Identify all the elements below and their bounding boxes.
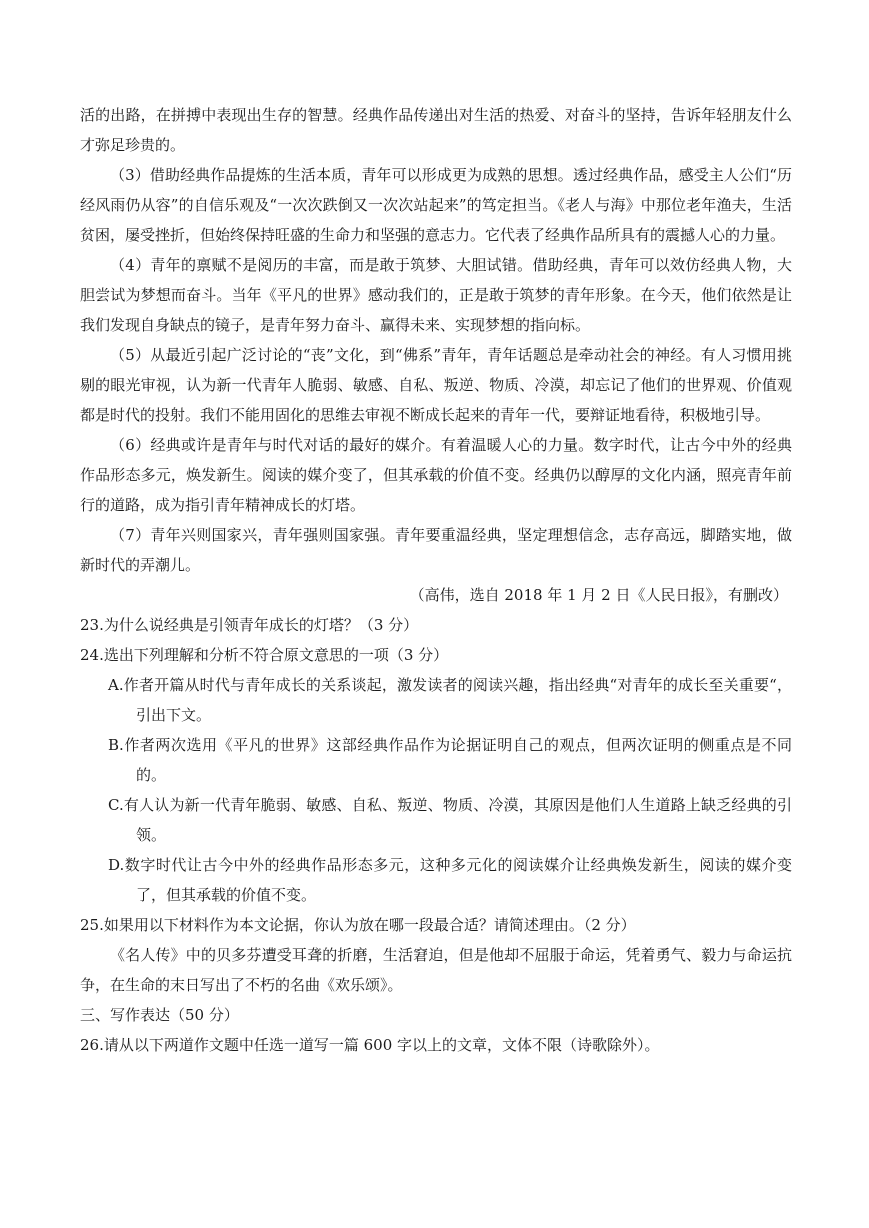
question-24-option-d: D.数字时代让古今中外的经典作品形态多元，这种多元化的阅读媒介让经典焕发新生，阅读的媒介变了，但其承载的价值不变。 [108, 856, 792, 904]
question-24-option-c: C.有人认为新一代青年脆弱、敏感、自私、叛逆、物质、冷漠，其原因是他们人生道路上缺乏经典的引领。 [108, 796, 792, 844]
paragraph-continued: 活的出路，在拼搏中表现出生存的智慧。经典作品传递出对生活的热爱、对奋斗的坚持，告诉年轻朋友什么才弥足珍贵的。 [80, 106, 792, 154]
paragraph-3: （3）借助经典作品提炼的生活本质，青年可以形成更为成熟的思想。透过经典作品，感受主人公们“历经风雨仍从容”的自信乐观及“一次次跌倒又一次次站起来”的笃定担当。《老人与海》中那位老年渔夫，生活贫困，屡受挫折，但始终保持旺盛的生命力和坚强的意志力。它代表了经典作品所具有的震撼人心的力量。 [80, 166, 792, 244]
question-25-material: 《名人传》中的贝多芬遭受耳聋的折磨，生活窘迫，但是他却不屈服于命运，凭着勇气、毅力与命运抗争，在生命的末日写出了不朽的名曲《欢乐颂》。 [80, 946, 792, 994]
question-25: 25.如果用以下材料作为本文论据，你认为放在哪一段最合适？请简述理由。（2 分） [80, 916, 636, 934]
article-source: （高伟，选自 2018 年 1 月 2 日《人民日报》，有删改） [409, 586, 788, 604]
question-26: 26.请从以下两道作文题中任选一道写一篇 600 字以上的文章，文体不限（诗歌除外）。 [80, 1036, 660, 1054]
section-heading-writing: 三、写作表达（50 分） [80, 1006, 239, 1024]
document-body [80, 100, 792, 1060]
question-24-option-a: A.作者开篇从时代与青年成长的关系谈起，激发读者的阅读兴趣，指出经典“对青年的成长至关重要“，引出下文。 [108, 676, 792, 724]
question-23: 23.为什么说经典是引领青年成长的灯塔？（3 分） [80, 616, 419, 634]
paragraph-6: （6）经典或许是青年与时代对话的最好的媒介。有着温暖人心的力量。数字时代，让古今中外的经典作品形态多元，焕发新生。阅读的媒介变了，但其承载的价值不变。经典仍以醇厚的文化内涵，照亮青年前行的道路，成为指引青年精神成长的灯塔。 [80, 436, 792, 514]
paragraph-7: （7）青年兴则国家兴，青年强则国家强。青年要重温经典，坚定理想信念，志存高远，脚踏实地，做新时代的弄潮儿。 [80, 526, 792, 574]
paragraph-5: （5）从最近引起广泛讨论的“丧”文化，到“佛系”青年，青年话题总是牵动社会的神经。有人习惯用挑剔的眼光审视，认为新一代青年人脆弱、敏感、自私、叛逆、物质、冷漠，却忘记了他们的世界观、价值观都是时代的投射。我们不能用固化的思维去审视不断成长起来的青年一代，要辩证地看待，积极地引导。 [80, 346, 792, 424]
paragraph-4: （4）青年的禀赋不是阅历的丰富，而是敢于筑梦、大胆试错。借助经典，青年可以效仿经典人物，大胆尝试为梦想而奋斗。当年《平凡的世界》感动我们的，正是敢于筑梦的青年形象。在今天，他们依然是让我们发现自身缺点的镜子，是青年努力奋斗、赢得未来、实现梦想的指向标。 [80, 256, 792, 334]
question-24-option-b: B.作者两次选用《平凡的世界》这部经典作品作为论据证明自己的观点，但两次证明的侧重点是不同的。 [108, 736, 792, 784]
question-24: 24.选出下列理解和分析不符合原文意思的一项（3 分） [80, 646, 449, 664]
